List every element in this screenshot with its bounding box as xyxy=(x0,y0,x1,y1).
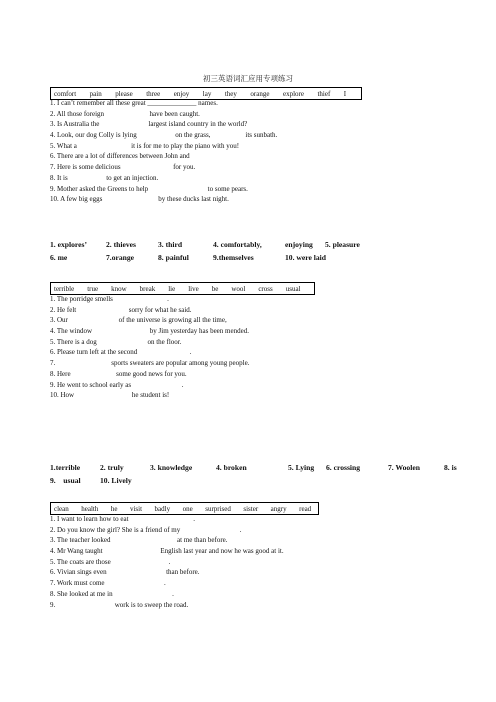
word-bank-item: true xyxy=(87,284,99,293)
answer-item: 9. usual xyxy=(50,476,81,485)
question-line: 7. Work must come . xyxy=(50,579,166,588)
word-bank-item: health xyxy=(81,504,99,513)
word-bank-item: terrible xyxy=(54,284,75,293)
page-title: 初三英语词汇应用专项练习 xyxy=(203,74,293,83)
word-bank-item: orange xyxy=(250,89,270,98)
question-line: 9. He went to school early as . xyxy=(50,380,184,389)
question-line: 5. The coats are those . xyxy=(50,557,171,566)
answers-section-2-line-1 xyxy=(50,463,474,472)
word-bank-item: cross xyxy=(258,284,273,293)
answer-item: 3. third xyxy=(158,240,183,249)
answer-item: 2. thieves xyxy=(106,240,136,249)
answers-section-2-line-2 xyxy=(50,476,150,485)
question-line: 6. Please turn left at the second . xyxy=(50,348,192,357)
question-line: 1. I can’t remember all these great ______________ names. xyxy=(50,99,218,107)
questions-section-1 xyxy=(50,98,277,205)
question-line: 5. There is a dog on the floor. xyxy=(50,337,182,346)
word-bank-item: I xyxy=(343,89,347,98)
answer-item: 10. Lively xyxy=(100,476,132,485)
word-bank-item: thief xyxy=(317,89,331,98)
answer-item: 6. crossing xyxy=(326,463,361,472)
question-line: 9. work is to sweep the road. xyxy=(50,600,189,609)
answer-item: 6. me xyxy=(50,253,68,262)
answer-item: 7. Woolen xyxy=(388,463,420,472)
answers-section-1-line-2 xyxy=(50,253,355,262)
word-bank-item: explore xyxy=(282,89,304,98)
answer-item: 3. knowledge xyxy=(150,463,193,472)
questions-section-2 xyxy=(50,294,249,401)
question-line: 3. Is Australia the largest island country in the world? xyxy=(50,120,248,129)
answer-item: enjoying xyxy=(285,240,313,249)
answers-section-1-line-1 xyxy=(50,240,385,249)
questions-section-3 xyxy=(50,514,284,610)
question-line: 8. She looked at me in . xyxy=(50,589,174,598)
word-bank-item: enjoy xyxy=(173,89,190,98)
question-line: 9. Mother asked the Greens to help to some pears. xyxy=(50,184,248,193)
question-line: 6. There are a lot of differences between John and xyxy=(50,152,190,161)
answer-item: 1.terrible xyxy=(50,463,81,472)
word-bank-item: lie xyxy=(168,284,176,293)
answer-item: 4. broken xyxy=(216,463,247,472)
question-line: 4. The window by Jim yesterday has been mended. xyxy=(50,327,249,336)
question-line: 8. Here some good news for you. xyxy=(50,369,187,378)
answer-item: 4. comfortably, xyxy=(213,240,262,249)
question-line: 8. It is to get an injection. xyxy=(50,173,159,182)
answer-item: 5. pleasure xyxy=(325,240,360,249)
question-line: 10. A few big eggs by these ducks last night. xyxy=(50,195,229,204)
word-bank-item: be xyxy=(211,284,219,293)
answer-item: 8. painful xyxy=(158,253,189,262)
word-bank-item: visit xyxy=(129,504,143,513)
question-line: 5. What a it is for me to play the piano with you! xyxy=(50,141,240,150)
question-line: 1. The porridge smells . xyxy=(50,295,169,303)
question-line: 3. Our of the universe is growing all the time, xyxy=(50,316,227,325)
question-line: 4. Look, our dog Colly is lying on the grass, its sunbath. xyxy=(50,131,278,140)
word-bank-item: they xyxy=(224,89,237,98)
word-bank-item: three xyxy=(146,89,161,98)
question-line: 7. Here is some delicious for you. xyxy=(50,163,196,172)
question-line: 1. I want to learn how to eat . xyxy=(50,515,196,523)
answer-item: 8. is xyxy=(444,463,457,472)
word-bank-item: badly xyxy=(154,504,171,513)
word-bank-item: lay xyxy=(202,89,212,98)
word-bank-item: usual xyxy=(285,284,301,293)
word-bank-item: pain xyxy=(89,89,102,98)
question-line: 2. All those foreign have been caught. xyxy=(50,109,200,118)
word-bank-item: live xyxy=(188,284,199,293)
word-bank-item: comfort xyxy=(54,89,77,98)
word-bank-item: read xyxy=(299,504,312,513)
answer-item: 5. Lying xyxy=(288,463,315,472)
answer-item: 10. were laid xyxy=(285,253,326,262)
question-line: 6. Vivian sings even than before. xyxy=(50,568,200,577)
word-bank-item: clean xyxy=(54,504,69,513)
answer-item: 9.themselves xyxy=(213,253,254,262)
answer-item: 1. explores’ xyxy=(50,240,87,249)
answer-item: 7.orange xyxy=(106,253,135,262)
word-bank-item: he xyxy=(110,504,118,513)
word-bank-item: break xyxy=(139,284,156,293)
question-line: 2. Do you know the girl? She is a friend of my . xyxy=(50,525,242,534)
word-bank-item: one xyxy=(182,504,193,513)
word-bank-item: surprised xyxy=(205,504,231,513)
word-bank-item: angry xyxy=(270,504,287,513)
question-line: 4. Mr Wang taught English last year and now he was good at it. xyxy=(50,547,284,556)
question-line: 7. sports sweaters are popular among young people. xyxy=(50,359,250,368)
question-line: 3. The teacher looked at me than before. xyxy=(50,536,228,545)
word-bank-item: sister xyxy=(243,504,259,513)
word-bank-item: know xyxy=(111,284,127,293)
question-line: 10. How he student is! xyxy=(50,391,170,400)
word-bank-item: please xyxy=(115,89,133,98)
word-bank-item: wool xyxy=(231,284,246,293)
answer-item: 2. truly xyxy=(100,463,124,472)
question-line: 2. He felt sorry for what he said. xyxy=(50,305,192,314)
